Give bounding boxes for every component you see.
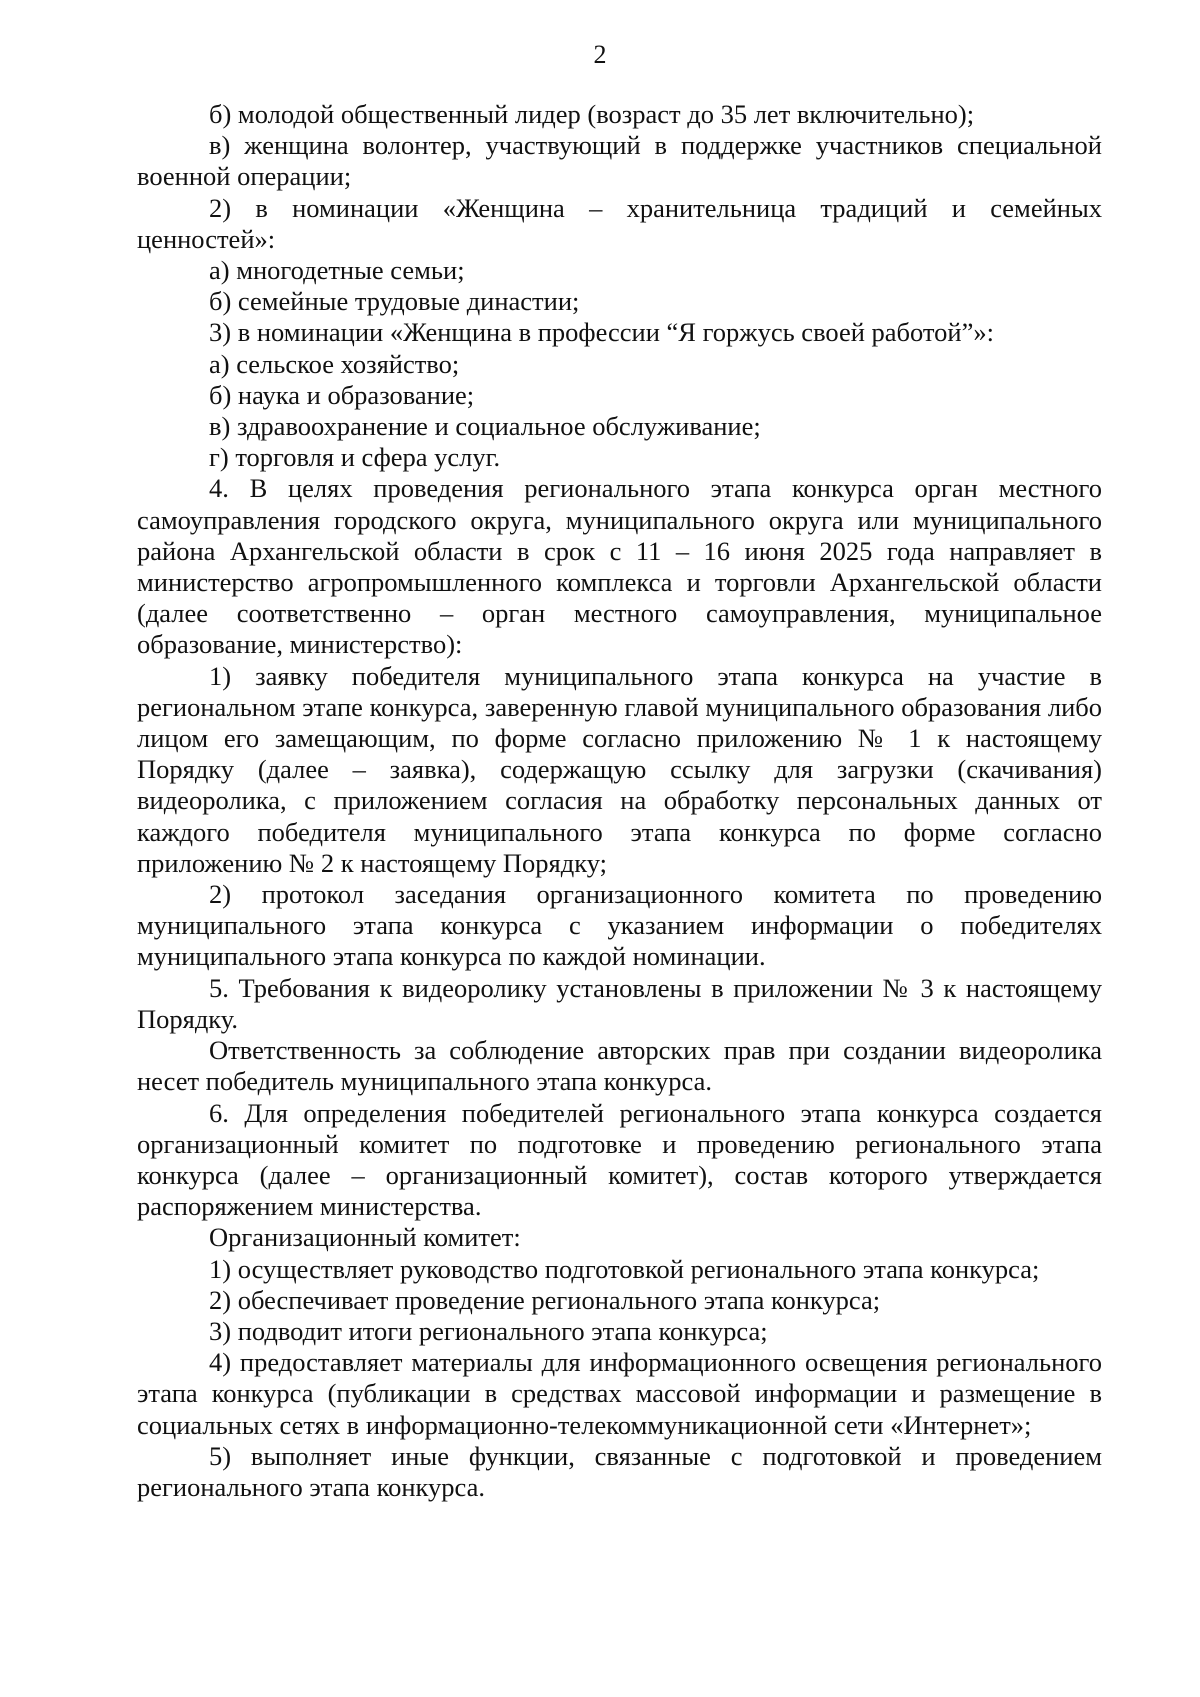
paragraph: б) семейные трудовые династии; [209, 286, 580, 317]
paragraph: 3) подводит итоги регионального этапа конкурса; [209, 1315, 768, 1346]
paragraph: Организационный комитет: [209, 1222, 521, 1253]
paragraph: б) молодой общественный лидер (возраст до 35 лет включительно); [209, 99, 975, 129]
document-body [137, 99, 1102, 1503]
paragraph: 6. Для определения победителей регионального этапа конкурса создается организационный комитет по подготовке и проведению регионального этапа конкурса (далее – организационный комитет), состав которого утверждается распоряжением министерства. [137, 1097, 1102, 1222]
paragraph: а) сельское хозяйство; [209, 348, 460, 379]
paragraph: 2) протокол заседания организационного комитета по проведению муниципального этапа конкурса с указанием информации о победителях муниципального этапа конкурса по каждой номинации. [137, 879, 1102, 972]
paragraph: в) здравоохранение и социальное обслуживание; [209, 411, 761, 442]
paragraph: 2) обеспечивает проведение регионального этапа конкурса; [209, 1284, 881, 1315]
paragraph: 2) в номинации «Женщина – хранительница традиций и семейных ценностей»: [137, 192, 1102, 254]
paragraph: Ответственность за соблюдение авторских прав при создании видеоролика несет победитель муниципального этапа конкурса. [137, 1035, 1102, 1097]
paragraph: 4. В целях проведения регионального этапа конкурса орган местного самоуправления городского округа, муниципального округа или муниципального района Архангельской области в срок с 11 – 16 июня 2025 года направляет в министерство агропромышленного комплекса и торговли Архангельской области (далее соответственно – орган местного самоуправления, муниципальное образование, министерство): [137, 473, 1102, 660]
paragraph: 3) в номинации «Женщина в профессии “Я горжусь своей работой”»: [209, 317, 994, 348]
paragraph: а) многодетные семьи; [209, 255, 465, 286]
paragraph: 1) осуществляет руководство подготовкой регионального этапа конкурса; [209, 1253, 1040, 1284]
paragraph: б) наука и образование; [209, 379, 475, 410]
paragraph: г) торговля и сфера услуг. [209, 442, 501, 473]
paragraph: 4) предоставляет материалы для информационного освещения регионального этапа конкурса (публикации в средствах массовой информации и размещение в социальных сетях в информационно-телекоммуникационной сети «Интернет»; [137, 1347, 1102, 1440]
paragraph: 5. Требования к видеоролику установлены в приложении № 3 к настоящему Порядку. [137, 972, 1102, 1034]
paragraph: 1) заявку победителя муниципального этапа конкурса на участие в региональном этапе конкурса, заверенную главой муниципального образования либо лицом его замещающим, по форме согласно приложению № 1 к настоящему Порядку (далее – заявка), содержащую ссылку для загрузки (скачивания) видеоролика, с приложением согласия на обработку персональных данных от каждого победителя муниципального этапа конкурса по форме согласно приложению № 2 к настоящему Порядку; [137, 660, 1102, 878]
paragraph: 5) выполняет иные функции, связанные с подготовкой и проведением регионального этапа конкурса. [137, 1440, 1102, 1502]
page-number: 2 [593, 40, 607, 69]
paragraph: в) женщина волонтер, участвующий в поддержке участников специальной военной операции; [137, 130, 1102, 192]
